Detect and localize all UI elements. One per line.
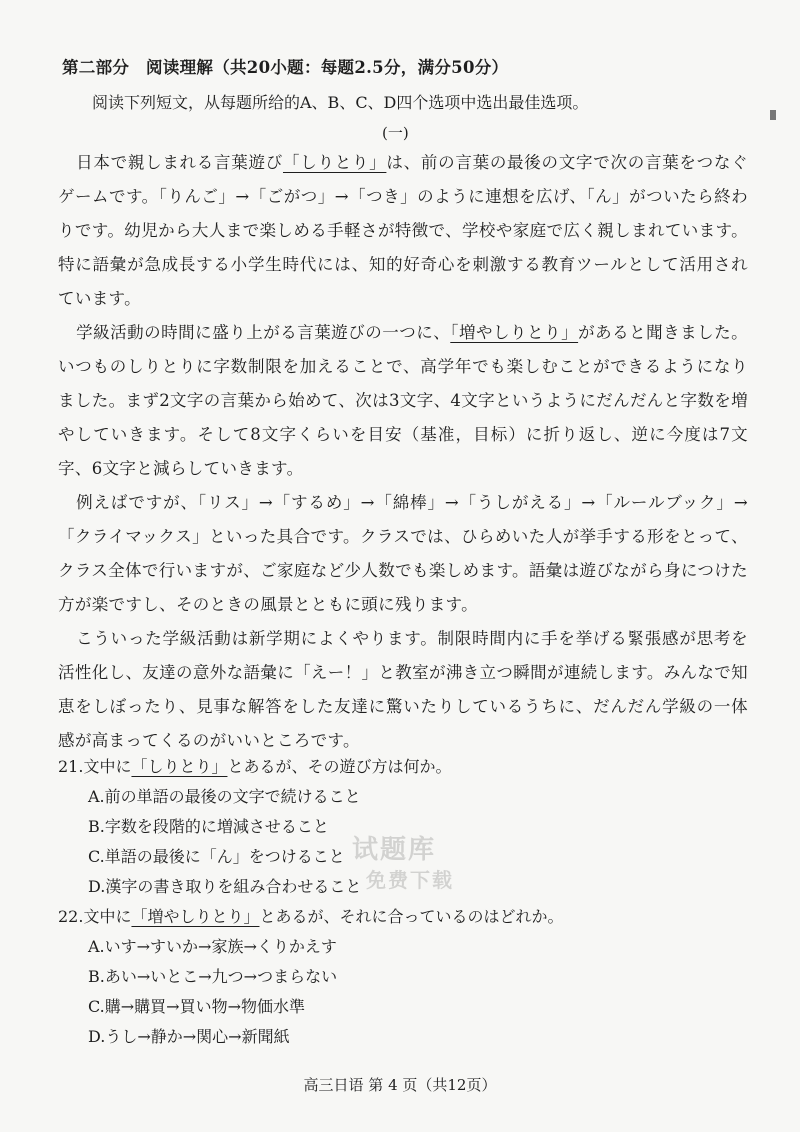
q21-option-b: B.字数を段階的に増減させること <box>88 817 329 836</box>
scan-artifact <box>770 110 776 120</box>
section-title: 第二部分 阅读理解（共20小题：每题2.5分，满分50分） <box>62 58 509 77</box>
question-21 <box>58 752 748 782</box>
q22-option-d: D.うし→静か→関心→新聞紙 <box>88 1027 290 1046</box>
q21-option-c: C.単語の最後に「ん」をつけること <box>88 847 345 866</box>
page-footer: 高三日语 第 4 页（共12页） <box>303 1076 497 1094</box>
q22-option-c: C.購→購買→買い物→物価水準 <box>88 997 305 1016</box>
p1-text-after: は、前の言葉の最後の文字で次の言葉をつなぐゲームです。「りんご」→「ごがつ」→「つき」のように連想を広げ、「ん」がついたら終わりです。幼児から大人まで楽しめる手軽さが特徴で、学校や家庭で広く親しまれています。特に語彙が急成長する小学生時代には、知的好奇心を刺激する教育ツールとして活用されています。 <box>58 153 748 308</box>
question-22 <box>58 902 748 932</box>
passage-paragraph-2 <box>58 316 748 486</box>
q21-underlined-term: 「しりとり」 <box>131 757 228 776</box>
reading-passage <box>58 146 748 758</box>
q22-suffix: とあるが、それに合っているのはどれか。 <box>259 907 564 926</box>
passage-paragraph-1 <box>58 146 748 316</box>
q22-underlined-term: 「増やしりとり」 <box>131 907 260 926</box>
p1-underlined-term: 「しりとり」 <box>282 153 387 172</box>
passage-paragraph-4: こういった学級活動は新学期によくやります。制限時間内に手を挙げる緊張感が思考を活性化し、友達の意外な語彙に「えー！」と教室が沸き立つ瞬間が連続します。みんなで知恵をしぼったり、見事な解答をした友達に驚いたりしているうちに、だんだん学級の一体感が高まってくるのがいいところです。 <box>58 629 748 750</box>
p2-underlined-term: 「増やしりとり」 <box>450 323 579 342</box>
p2-text-before: 学級活動の時間に盛り上がる言葉遊びの一つに、 <box>76 323 451 342</box>
watermark <box>352 835 454 895</box>
q22-option-a: A.いす→すいか→家族→くりかえす <box>88 937 337 956</box>
q21-option-a: A.前の単語の最後の文字で続けること <box>88 787 361 806</box>
passage-number: (一) <box>382 124 409 142</box>
question-list <box>58 752 748 1052</box>
passage-paragraph-3: 例えばですが、「リス」→「するめ」→「綿棒」→「うしがえる」→「ルールブック」→「クライマックス」といった具合です。クラスでは、ひらめいた人が挙手する形をとって、クラス全体で行いますが、ご家庭など少人数でも楽しめます。語彙は遊びながら身につけた方が楽ですし、そのときの風景とともに頭に残ります。 <box>58 493 748 614</box>
q22-option-b: B.あい→いとこ→九つ→つまらない <box>88 967 338 986</box>
q21-suffix: とあるが、その遊び方は何か。 <box>227 757 452 776</box>
q22-prefix: 22.文中に <box>58 907 132 926</box>
p2-text-after: があると聞きました。いつものしりとりに字数制限を加えることで、高学年でも楽しむことができるようになりました。まず2文字の言葉から始めて、次は3文字、4文字というようにだんだんと字数を増やしていきます。そして8文字くらいを目安（基准，目标）に折り返し、逆に今度は7文字、6文字と減らしていきます。 <box>58 323 748 478</box>
q21-prefix: 21.文中に <box>58 757 132 776</box>
watermark-line-2: 免费下载 <box>366 868 454 892</box>
p1-text-before: 日本で親しまれる言葉遊び <box>76 153 283 172</box>
instruction-text: 阅读下列短文，从每题所给的A、B、C、D四个选项中选出最佳选项。 <box>92 93 589 112</box>
watermark-line-1: 试题库 <box>352 835 437 865</box>
q21-option-d: D.漢字の書き取りを組み合わせること <box>88 877 362 896</box>
